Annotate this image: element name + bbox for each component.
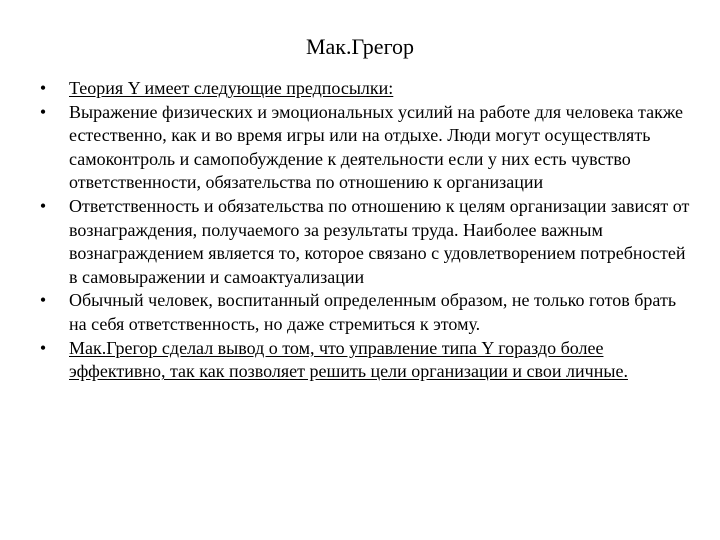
bullet-item-1 [36,77,696,101]
bullet-item-3 [36,195,696,289]
bullet-dot-icon: • [39,195,47,216]
bullet-text: Ответственность и обязательства по отношению к целям организации зависят от вознаграждения, получаемого за результаты труда. Наиболее важным вознаграждением является то, которое связано с удовлетворением потребностей в самовыражении и самоактуализации [69,195,690,287]
bullet-item-4 [36,289,696,336]
bullet-text: Мак.Грегор сделал вывод о том, что управление типа Y гораздо более эффективно, так как позволяет решить цели организации и свои личные. [69,337,628,382]
bullet-dot-icon: • [39,337,47,358]
bullet-item-2 [36,101,696,195]
bullet-dot-icon: • [39,290,47,311]
bullet-text: Выражение физических и эмоциональных усилий на работе для человека также естественно, как и во время игры или на отдыхе. Люди могут осуществлять самоконтроль и самопобуждение к деятельности если у них есть чувство ответственности, обязательства по отношению к организации [69,101,684,193]
bullet-text: Обычный человек, воспитанный определенным образом, не только готов брать на себя ответственность, но даже стремиться к этому. [69,290,677,334]
slide-title: Мак.Грегор [305,34,415,59]
bullet-dot-icon: • [39,78,47,98]
bullet-list [36,77,696,384]
bullet-item-5 [36,337,696,384]
bullet-text: Теория Y имеет следующие предпосылки: [69,78,394,98]
bullet-dot-icon: • [39,101,47,122]
